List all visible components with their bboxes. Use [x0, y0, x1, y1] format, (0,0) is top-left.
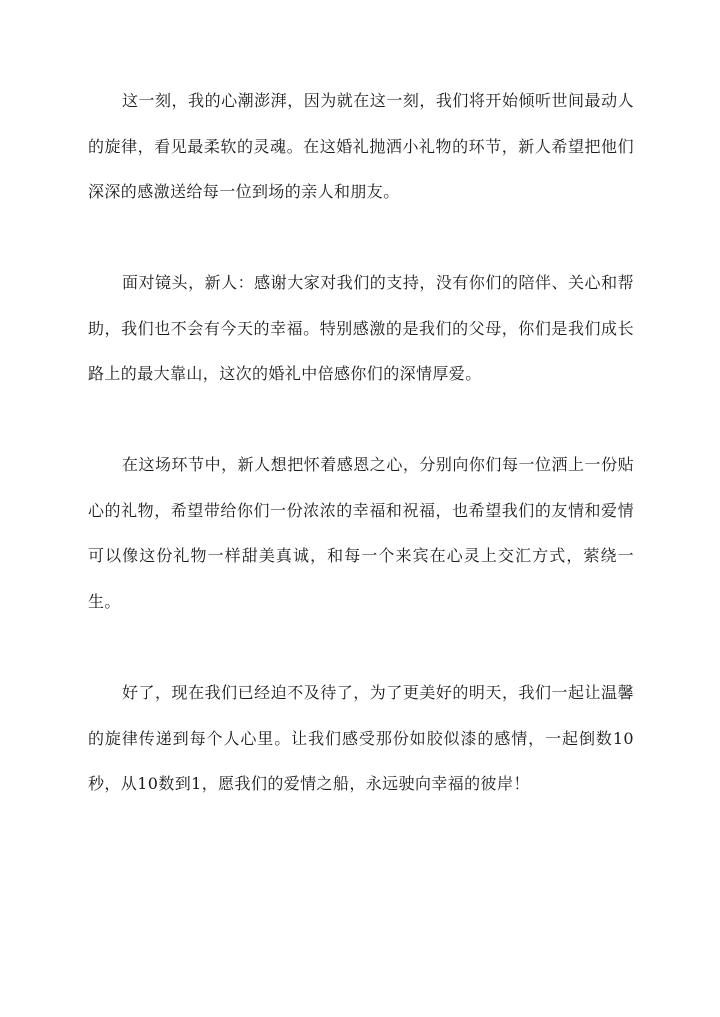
paragraph-3: 在这场环节中，新人想把怀着感恩之心，分别向你们每一位洒上一份贴心的礼物，希望带给你们一份浓浓的幸福和祝福，也希望我们的友情和爱情可以像这份礼物一样甜美真诚，和每一个来宾在心灵上交汇方式，萦绕一生。	[88, 455, 634, 611]
paragraph-1: 这一刻，我的心潮澎湃，因为就在这一刻，我们将开始倾听世间最动人的旋律，看见最柔软的灵魂。在这婚礼抛洒小礼物的环节，新人希望把他们深深的感激送给每一位到场的亲人和朋友。	[88, 91, 634, 201]
paragraph-2: 面对镜头，新人：感谢大家对我们的支持，没有你们的陪伴、关心和帮助，我们也不会有今天的幸福。特别感激的是我们的父母，你们是我们成长路上的最大靠山，这次的婚礼中倍感你们的深情厚爱。	[88, 273, 634, 383]
paragraph-4: 好了，现在我们已经迫不及待了，为了更美好的明天，我们一起让温馨的旋律传递到每个人心里。让我们感受那份如胶似漆的感情，一起倒数10秒，从10数到1，愿我们的爱情之船，永远驶向幸福的彼岸！	[88, 683, 634, 793]
